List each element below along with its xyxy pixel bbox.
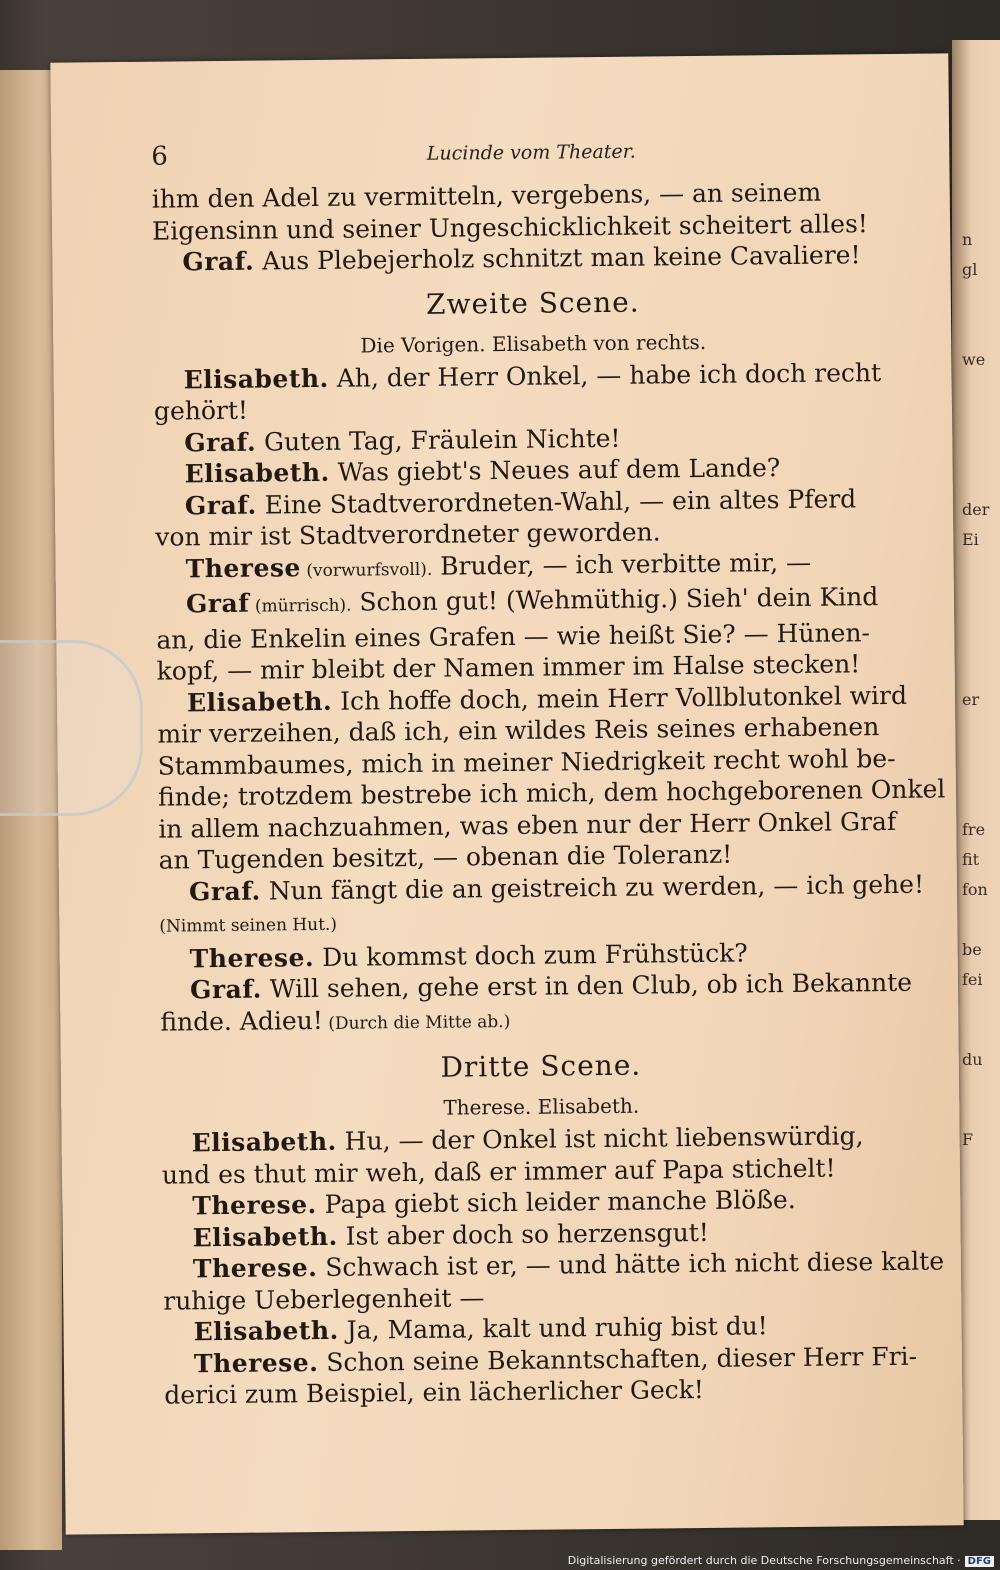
page-header: [151, 134, 911, 182]
dialogue-line: Graf. Aus Plebejerholz schnitzt man keine Cavaliere!: [182, 240, 861, 277]
scene-three-dialogue: [161, 1120, 945, 1411]
speaker-name: Graf.: [184, 490, 257, 520]
text-line: an Tugenden besitzt, — obenan die Toleranz!: [158, 839, 733, 875]
dialogue-line: Elisabeth. Ist aber doch so herzensgut!: [192, 1217, 710, 1252]
page-number: 6: [151, 141, 169, 172]
stage-direction: (mürrisch).: [249, 595, 352, 617]
dialogue-line: Elisabeth. Ah, der Herr Onkel, — habe ich doch recht: [183, 357, 882, 394]
dfg-logo: DFG: [965, 1556, 994, 1567]
right-page-fragment: F: [962, 1130, 974, 1149]
text-line: Stammbaumes, mich in meiner Niedrigkeit recht wohl be-: [157, 743, 896, 781]
right-page-fragment: n: [962, 230, 973, 249]
text-line: gehört!: [153, 395, 249, 426]
right-page-fragment: we: [962, 350, 986, 369]
scene-title: Dritte Scene.: [440, 1048, 642, 1084]
scene-cast: Die Vorigen. Elisabeth von rechts.: [360, 329, 707, 358]
speaker-name: Graf: [185, 588, 250, 619]
dialogue-line: Therese. Schwach ist er, — und hätte ich nicht diese kalte: [192, 1246, 945, 1284]
dialogue-line: Graf. Will sehen, gehe erst in den Club, ob ich Bekannte: [189, 967, 913, 1005]
text-line: von mir ist Stadtverordneter geworden.: [155, 517, 661, 552]
scene-cast: Therese. Elisabeth.: [443, 1093, 640, 1120]
right-page-fragment: du: [962, 1050, 983, 1069]
running-title: Lucinde vom Theater.: [426, 140, 636, 165]
dialogue-line: Therese (vorwurfsvoll). Bruder, — ich verbitte mir, —: [185, 547, 812, 583]
dialogue-line: Therese. Schon seine Bekanntschaften, dieser Herr Fri-: [193, 1341, 918, 1378]
dialogue-line: Graf. Eine Stadtverordneten-Wahl, — ein altes Pferd: [184, 483, 857, 520]
speaker-name: Elisabeth.: [184, 457, 330, 489]
footer-text: Digitalisierung gefördert durch die Deutsche Forschungsgemeinschaft ·: [567, 1554, 961, 1567]
speaker-name: Therese.: [193, 1347, 319, 1378]
dialogue-line: Graf. Guten Tag, Fräulein Nichte!: [184, 423, 621, 457]
speaker-name: Elisabeth.: [183, 363, 329, 394]
speaker-name: Graf.: [182, 246, 255, 277]
page-body: [151, 176, 946, 1411]
text-line: kopf, — mir bleibt der Namen immer im Halse stecken!: [156, 649, 861, 686]
stage-direction: (Durch die Mitte ab.): [322, 1011, 511, 1034]
speaker-name: Elisabeth.: [192, 1221, 338, 1252]
dialogue-line: Elisabeth. Was giebt's Neues auf dem Lande?: [184, 453, 781, 489]
right-page-fragment: fon: [962, 880, 988, 899]
footer-credit: [568, 1554, 994, 1567]
speaker-name: Graf.: [189, 974, 262, 1005]
stage-direction: (Nimmt seinen Hut.): [159, 914, 338, 937]
text-line: Eigensinn und seiner Ungeschicklichkeit scheitert alles!: [151, 208, 869, 246]
continuation-block: [152, 176, 913, 278]
right-page-fragment: fit: [962, 850, 980, 869]
right-page-fragment: be: [962, 940, 982, 959]
speaker-name: Graf.: [184, 427, 257, 457]
right-page-fragment: gl: [962, 260, 978, 279]
text-line: mir verzeihen, daß ich, ein wildes Reis seines erhabenen: [157, 712, 880, 749]
dialogue-line: Elisabeth. Ja, Mama, kalt und ruhig bist du!: [193, 1311, 768, 1347]
scene-title: Zweite Scene.: [425, 285, 640, 321]
right-page-fragment: er: [962, 690, 980, 709]
dialogue-line: Graf (mürrisch). Schon gut! (Wehmüthig.) Sieh' dein Kind: [185, 582, 879, 619]
speaker-name: Elisabeth.: [193, 1315, 339, 1347]
text-line: derici zum Beispiel, ein lächerlicher Geck!: [164, 1374, 705, 1410]
speaker-name: Therese: [185, 552, 302, 583]
stage-direction: (vorwurfsvoll).: [300, 559, 433, 581]
dialogue-line: Therese. Du kommst doch zum Frühstück?: [189, 937, 748, 973]
text-line: finde. Adieu! (Durch die Mitte ab.): [160, 1005, 511, 1037]
dialogue-line: Graf. Nun fängt die an geistreich zu werden, — ich gehe!: [188, 869, 925, 906]
speaker-name: Therese.: [189, 942, 315, 973]
right-page-fragment: fre: [962, 820, 986, 839]
page-clip: [0, 640, 143, 816]
text-line: in allem nachzuahmen, was eben nur der Herr Onkel Graf: [158, 806, 897, 844]
text-line: finde; trotzdem bestrebe ich mich, dem hochgeborenen Onkel: [157, 774, 946, 812]
text-line: ruhige Ueberlegenheit —: [163, 1282, 485, 1316]
text-line: an, die Enkelin eines Grafen — wie heißt Sie? — Hünen-: [156, 617, 871, 655]
book-page: [50, 53, 963, 1534]
dialogue-line: Elisabeth. Hu, — der Onkel ist nicht liebenswürdig,: [191, 1121, 864, 1158]
right-page-fragment: Ei: [962, 530, 979, 549]
text-line: ihm den Adel zu vermitteln, vergebens, — an seinem: [151, 177, 822, 214]
speaker-name: Elisabeth.: [186, 686, 333, 717]
dialogue-line: Therese. Papa giebt sich leider manche Blöße.: [192, 1185, 796, 1221]
speaker-name: Elisabeth.: [191, 1126, 337, 1158]
scene-two-dialogue: [153, 356, 946, 1041]
speaker-name: Therese.: [192, 1190, 317, 1221]
text-line: und es thut mir weh, daß er immer auf Papa stichelt!: [161, 1153, 836, 1190]
right-page-fragment: fei: [962, 970, 983, 989]
speaker-name: Therese.: [192, 1253, 318, 1284]
right-page-fragment: der: [962, 500, 990, 519]
speaker-name: Graf.: [188, 876, 261, 906]
dialogue-line: Elisabeth. Ich hoffe doch, mein Herr Vollblutonkel wird: [186, 680, 908, 717]
